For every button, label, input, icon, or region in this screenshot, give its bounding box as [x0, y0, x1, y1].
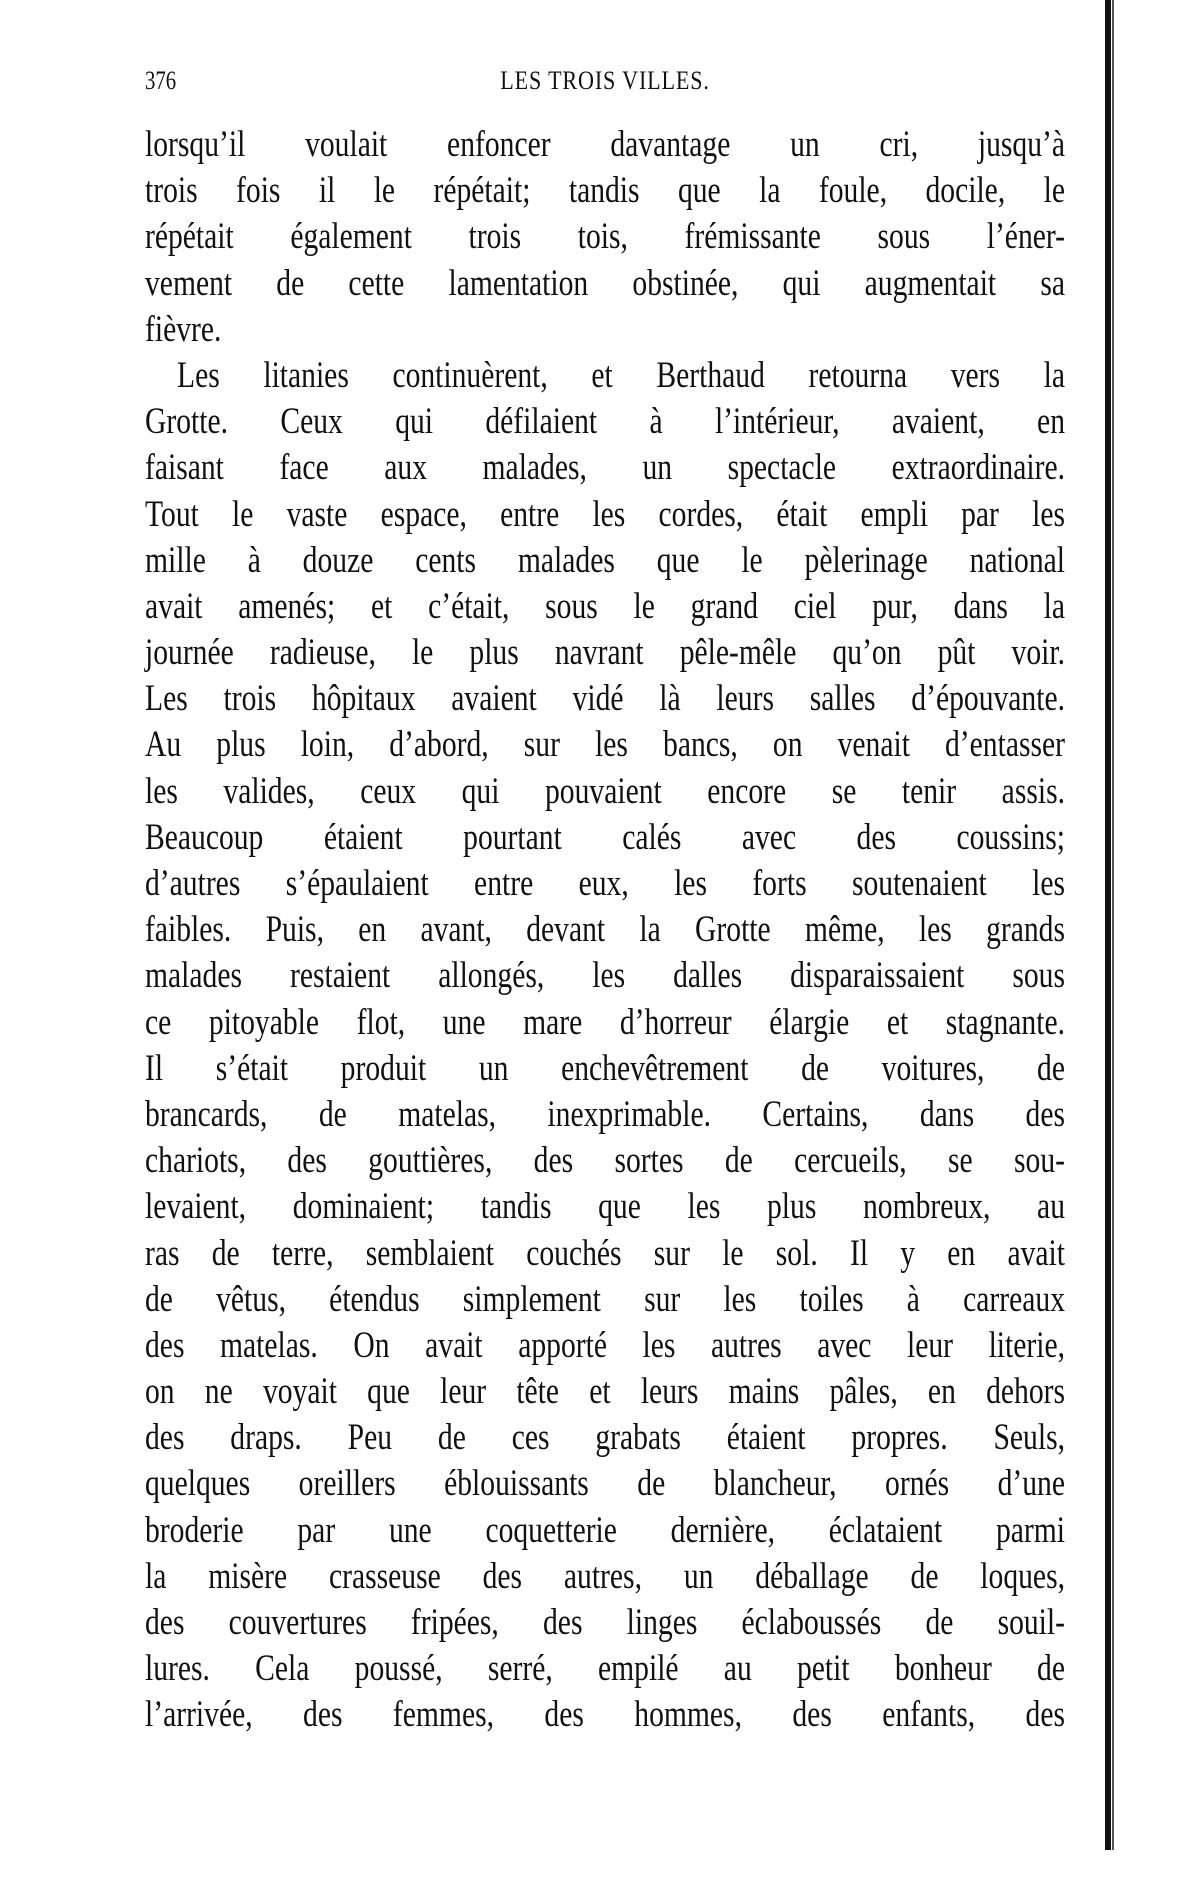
text-line: brancards, de matelas, inexprimable. Certains, dans des [145, 1093, 1065, 1135]
page-number: 376 [145, 66, 177, 95]
text-line: fièvre. [145, 308, 222, 350]
text-line: les valides, ceux qui pouvaient encore se tenir assis. [145, 770, 1065, 812]
text-line: malades restaient allongés, les dalles disparaissaient sous [145, 955, 1065, 997]
text-line: lorsqu’il voulait enfoncer davantage un cri, jusqu’à [145, 124, 1065, 165]
text-line: Il s’était produit un enchevêtrement de voitures, de [145, 1047, 1065, 1089]
text-line: chariots, des gouttières, des sortes de cercueils, se sou- [145, 1140, 1065, 1182]
text-line: Au plus loin, d’abord, sur les bancs, on venait d’entasser [145, 724, 1065, 766]
text-line: des couvertures fripées, des linges éclaboussés de souil- [145, 1602, 1065, 1643]
text-line: Les trois hôpitaux avaient vidé là leurs salles d’épouvante. [145, 678, 1065, 720]
text-line: Grotte. Ceux qui défilaient à l’intérieur, avaient, en [145, 401, 1065, 443]
page-edge-border-shadow [1112, 0, 1114, 1850]
text-line: quelques oreillers éblouissants de blancheur, ornés d’une [145, 1463, 1065, 1505]
text-line: Les litanies continuèrent, et Berthaud retourna vers la [177, 354, 1065, 396]
text-line: la misère crasseuse des autres, un déballage de loques, [145, 1555, 1065, 1597]
text-line: des matelas. On avait apporté les autres avec leur literie, [145, 1324, 1065, 1366]
page-edge-border [1105, 0, 1111, 1850]
text-line: faisant face aux malades, un spectacle extraordinaire. [145, 447, 1065, 489]
text-line: ce pitoyable flot, une mare d’horreur élargie et stagnante. [145, 1001, 1065, 1043]
text-line: de vêtus, étendus simplement sur les toiles à carreaux [145, 1278, 1065, 1320]
running-title: LES TROIS VILLES. [500, 66, 710, 95]
text-line: mille à douze cents malades que le pèlerinage national [145, 539, 1065, 581]
text-line: broderie par une coquetterie dernière, éclataient parmi [145, 1509, 1065, 1551]
text-line: avait amenés; et c’était, sous le grand ciel pur, dans la [145, 585, 1065, 627]
text-line: trois fois il le répétait; tandis que la foule, docile, le [145, 170, 1065, 212]
text-line: Beaucoup étaient pourtant calés avec des coussins; [145, 816, 1065, 858]
text-line: vement de cette lamentation obstinée, qui augmentait sa [145, 262, 1065, 304]
text-line: on ne voyait que leur tête et leurs mains pâles, en dehors [145, 1371, 1065, 1413]
text-line: ras de terre, semblaient couchés sur le sol. Il y en avait [145, 1232, 1065, 1274]
text-line: répétait également trois tois, frémissante sous l’éner- [145, 216, 1065, 258]
text-line: lures. Cela poussé, serré, empilé au petit bonheur de [145, 1648, 1065, 1690]
page-body-text [145, 122, 1065, 1739]
text-line: levaient, dominaient; tandis que les plus nombreux, au [145, 1186, 1065, 1228]
text-line: faibles. Puis, en avant, devant la Grotte même, les grands [145, 909, 1065, 951]
text-line: Tout le vaste espace, entre les cordes, était empli par les [145, 493, 1065, 535]
page-header [145, 66, 1065, 106]
text-line: l’arrivée, des femmes, des hommes, des enfants, des [145, 1694, 1065, 1736]
text-line: des draps. Peu de ces grabats étaient propres. Seuls, [145, 1417, 1065, 1459]
text-line: d’autres s’épaulaient entre eux, les forts soutenaient les [145, 863, 1065, 904]
text-line: journée radieuse, le plus navrant pêle-mêle qu’on pût voir. [145, 632, 1065, 674]
